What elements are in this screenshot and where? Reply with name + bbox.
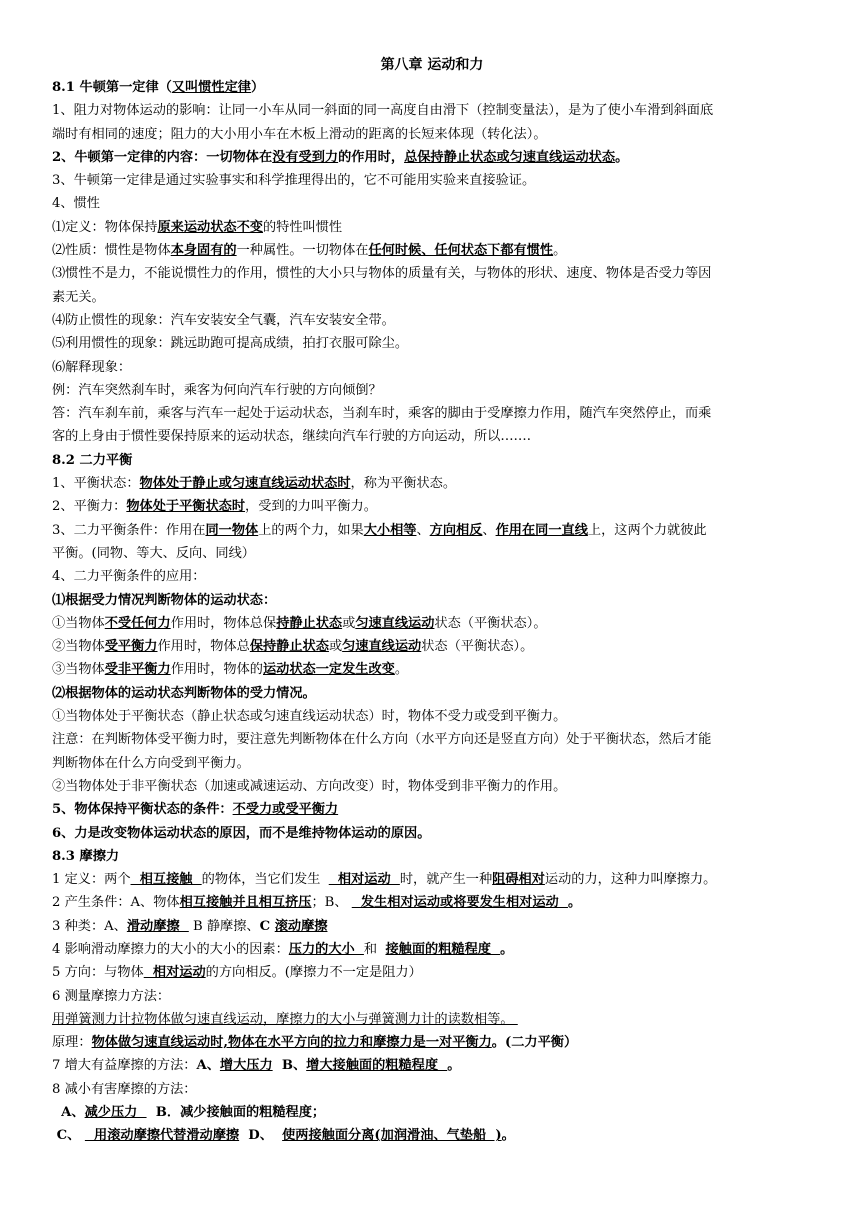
text-segment: 4 影响滑动摩擦力的大小的大小的因素： (52, 941, 289, 957)
text-line (52, 798, 812, 821)
text-line (52, 169, 812, 192)
text-line (52, 1008, 812, 1031)
key-term: 滑动摩擦 (126, 918, 189, 934)
text-line (52, 658, 812, 681)
document-page (52, 54, 812, 1148)
key-term: 原来运动状态不变 (157, 219, 263, 235)
key-term: 没有受到力 (272, 149, 339, 165)
text-line (52, 775, 812, 798)
text-segment: 作用时，物体的 (170, 662, 263, 678)
text-line (52, 1054, 812, 1077)
text-segment: 客的上身由于惯性要保持原来的运动状态，继续向汽车行驶的方向运动，所以……. (52, 429, 531, 445)
key-term: 本身固有的 (170, 243, 237, 259)
text-line (52, 495, 812, 518)
text-line (52, 356, 812, 379)
text-line (52, 192, 812, 215)
text-segment: ①当物体处于平衡状态（静止状态或匀速直线运动状态）时，物体不受力或受到平衡力。 (52, 709, 567, 725)
text-segment: ⑹解释现象： (52, 359, 132, 375)
text-segment: 1、阻力对物体运动的影响：让同一小车从同一斜面的同一高度自由滑下（控制变量法），是为了使小车滑到斜面底 (52, 103, 714, 119)
key-term: 滚动摩擦 (274, 918, 328, 934)
key-term: 相互接触 (130, 872, 202, 888)
text-segment: 的方向相反。(摩擦力不一定是阻力） (205, 965, 422, 981)
text-segment: 2、平衡力： (52, 499, 127, 515)
text-line (52, 635, 812, 658)
key-term: 任何时候、任何状态下都有惯性 (368, 243, 554, 259)
key-term: 同一物体 (205, 522, 259, 538)
text-segment: A、 (196, 1058, 220, 1074)
text-line (52, 938, 812, 961)
text-line (52, 239, 812, 262)
key-term: 阻碍相对 (492, 872, 545, 888)
text-segment: 、 (482, 522, 496, 538)
key-term: 物体处于静止或匀速直线运动状态时 (139, 476, 351, 492)
key-term: 大小相等 (363, 522, 417, 538)
text-line (52, 262, 812, 285)
text-segment: ⑷防止惯性的现象：汽车安装安全气囊，汽车安装安全带。 (52, 312, 395, 328)
text-line (52, 123, 812, 146)
text-segment: 原理： (52, 1035, 92, 1051)
key-term: 发生相对运动或将要发生相对运动 (351, 895, 568, 911)
text-line (52, 565, 812, 588)
text-line (52, 449, 812, 472)
text-line (52, 589, 812, 612)
text-segment: 3、二力平衡条件：作用在 (52, 522, 206, 538)
key-term: 压力的大小 (288, 941, 364, 957)
text-line (52, 216, 812, 239)
text-line (52, 1101, 812, 1124)
text-segment: 2、牛顿第一定律的内容：一切物体在 (52, 149, 273, 165)
text-segment: 作用时，物体总 (157, 639, 250, 655)
text-segment: ，称为平衡状态。 (350, 476, 457, 492)
text-segment: 8 减小有害摩擦的方法： (52, 1081, 197, 1097)
text-segment: ⑵性质：惯性是物体 (52, 243, 171, 259)
text-line (52, 472, 812, 495)
text-segment: 。 (447, 1058, 461, 1074)
key-term: 不受力或受平衡力 (232, 802, 339, 818)
text-segment: ⑵根据物体的运动状态判断物体的受力情况。 (52, 685, 316, 701)
key-term: 减少压力 (84, 1105, 147, 1121)
text-segment: 7 增大有益摩擦的方法： (52, 1058, 197, 1074)
text-line (52, 99, 812, 122)
text-segment: ） (250, 80, 265, 95)
key-term: 相对运动 (328, 872, 400, 888)
text-segment: 素无关。 (52, 289, 105, 305)
text-segment: 运动的力，这种力叫摩擦力。 (544, 872, 717, 888)
text-segment: 例：汽车突然刹车时，乘客为何向汽车行驶的方向倾倒？ (52, 382, 382, 398)
text-line (52, 891, 812, 914)
text-segment: 5 方向：与物体 (52, 965, 144, 981)
document-body (52, 76, 812, 1148)
chapter-title: 第八章 运动和力 (380, 57, 484, 73)
key-term: 总保持静止状态或匀速直线运动状态 (404, 149, 616, 165)
text-line (52, 309, 812, 332)
text-segment: 答：汽车刹车前，乘客与汽车一起处于运动状态，当刹车时，乘客的脚由于受摩擦力作用，随汽车突然停止，而乘 (52, 406, 712, 422)
key-term: 用弹簧测力计拉物体做匀速直线运动，摩擦力的大小与弹簧测力计的读数相等。 (52, 1011, 518, 1027)
text-segment: 。 (394, 662, 409, 678)
text-line (52, 845, 812, 868)
text-segment: 4、惯性 (52, 196, 100, 212)
key-term: 相互接触并且相互挤压 (179, 895, 312, 911)
text-segment: 状态（平衡状态）。 (434, 615, 547, 631)
text-segment: 。 (615, 149, 629, 165)
text-line (52, 519, 812, 542)
text-line (52, 1031, 812, 1054)
text-segment: C、 (52, 1128, 85, 1144)
key-term: 匀速直线运动 (342, 639, 422, 655)
text-line (52, 1078, 812, 1101)
text-line (52, 985, 812, 1008)
text-segment: 上，这两个力就彼此 (587, 522, 707, 538)
key-term: 用滚动摩擦代替滑动摩擦 (84, 1128, 240, 1144)
text-segment: ①当物体 (52, 615, 105, 631)
text-line (52, 1124, 812, 1147)
text-line (52, 76, 812, 99)
text-segment: 作用时，物体总保 (170, 615, 277, 631)
text-segment: 或 (328, 639, 343, 655)
text-line (52, 542, 812, 565)
key-term: 又叫惯性定律 (171, 80, 251, 95)
key-term: 使两接触面分离(加润滑油、气垫船 ) (282, 1128, 502, 1144)
text-line (52, 868, 812, 891)
key-term: 不受任何力 (104, 615, 171, 631)
text-segment: ；B、 (311, 895, 352, 911)
text-segment: ⑴定义：物体保持 (52, 219, 158, 235)
text-line (52, 146, 812, 169)
key-term: 匀速直线运动 (355, 615, 435, 631)
text-line (52, 705, 812, 728)
key-term: 作用在同一直线 (495, 522, 588, 538)
text-line (52, 332, 812, 355)
text-segment: B．减少接触面的粗糙程度； (146, 1105, 326, 1121)
text-segment: 上的两个力，如果 (258, 522, 364, 538)
text-line (52, 379, 812, 402)
text-segment: 8.1 牛顿第一定律（ (52, 80, 172, 95)
text-segment: A、 (52, 1105, 85, 1121)
text-segment: 判断物体在什么方向受到平衡力。 (52, 755, 250, 771)
text-line (52, 286, 812, 309)
text-segment: 。 (567, 895, 582, 911)
text-segment: 、 (416, 522, 430, 538)
text-segment: 6、力是改变物体运动状态的原因，而不是维持物体运动的原因。 (52, 825, 431, 841)
key-term: 受非平衡力 (104, 662, 171, 678)
text-segment: 1 定义：两个 (52, 872, 131, 888)
text-segment: 1、平衡状态： (52, 476, 140, 492)
key-term: 增大压力 (219, 1058, 273, 1074)
text-segment: C (259, 918, 275, 934)
text-line (52, 425, 812, 448)
text-segment: 。 (500, 941, 514, 957)
text-segment: 6 测量摩擦力方法： (52, 988, 171, 1004)
text-segment: 8.3 摩擦力 (52, 848, 120, 864)
text-segment: B、 (272, 1058, 307, 1074)
text-segment: ，受到的力叫平衡力。 (245, 499, 377, 515)
text-segment: ⑸利用惯性的现象：跳远助跑可提高成绩，拍打衣服可除尘。 (52, 336, 409, 352)
text-segment: 的物体，当它们发生 (201, 872, 329, 888)
key-term: 方向相反 (429, 522, 483, 538)
text-line (52, 961, 812, 984)
text-segment: 4、二力平衡条件的应用： (52, 569, 206, 585)
key-term: 增大接触面的粗糙程度 (306, 1058, 448, 1074)
text-segment: 。 (501, 1128, 515, 1144)
text-segment: 5、物体保持平衡状态的条件： (52, 802, 233, 818)
text-segment: ②当物体处于非平衡状态（加速或减速运动、方向改变）时，物体受到非平衡力的作用。 (52, 778, 567, 794)
text-segment: 一种属性。一切物体在 (236, 243, 369, 259)
text-segment: ⑴根据受力情况判断物体的运动状态： (52, 592, 277, 608)
key-term: 接触面的粗糙程度 (385, 941, 501, 957)
text-segment: 8.2 二力平衡 (52, 452, 133, 468)
text-segment: 状态（平衡状态）。 (421, 639, 534, 655)
text-segment: 2 产生条件：A、物体 (52, 895, 180, 911)
text-segment: 平衡。(同物、等大、反向、同线） (52, 545, 255, 561)
text-line (52, 728, 812, 751)
text-segment: D、 (239, 1128, 283, 1144)
key-term: 相对运动 (143, 965, 206, 981)
key-term: 物体做匀速直线运动时,物体在水平方向的拉力和摩擦力是一对平衡力 (91, 1035, 492, 1051)
text-segment: ⑶惯性不是力，不能说惯性力的作用，惯性的大小只与物体的质量有关，与物体的形状、速度、物体是否受力等因 (52, 266, 712, 282)
text-segment: 或 (342, 615, 356, 631)
text-segment: 的特性叫惯性 (263, 219, 343, 235)
text-segment: 3、牛顿第一定律是通过实验事实和科学推理得出的，它不可能用实验来直接验证。 (52, 173, 536, 189)
text-segment: ③当物体 (52, 662, 105, 678)
text-segment: 时，就产生一种 (399, 872, 493, 888)
key-term: 受平衡力 (104, 639, 158, 655)
text-segment: 注意：在判断物体受平衡力时，要注意先判断物体在什么方向（水平方向还是竖直方向）处于平衡状态，然后才能 (52, 732, 712, 748)
text-line (52, 402, 812, 425)
key-term: 保持静止状态 (249, 639, 329, 655)
text-segment: 的作用时， (338, 149, 405, 165)
key-term: 持静止状态 (276, 615, 343, 631)
key-term: 运动状态一定发生改变 (263, 662, 395, 678)
text-segment: 和 (363, 941, 386, 957)
text-segment: ②当物体 (52, 639, 105, 655)
text-segment: 。 (553, 243, 567, 259)
text-line (52, 915, 812, 938)
text-segment: 端时有相同的速度；阻力的大小用小车在木板上滑动的距离的长短来体现（转化法）。 (52, 126, 547, 142)
text-line (52, 612, 812, 635)
text-line (52, 682, 812, 705)
text-segment: 3 种类：A、 (52, 918, 127, 934)
text-segment: 。(二力平衡） (491, 1035, 578, 1051)
text-line (52, 822, 812, 845)
text-segment: B 静摩擦、 (188, 918, 260, 934)
key-term: 物体处于平衡状态时 (126, 499, 246, 515)
text-line (52, 752, 812, 775)
